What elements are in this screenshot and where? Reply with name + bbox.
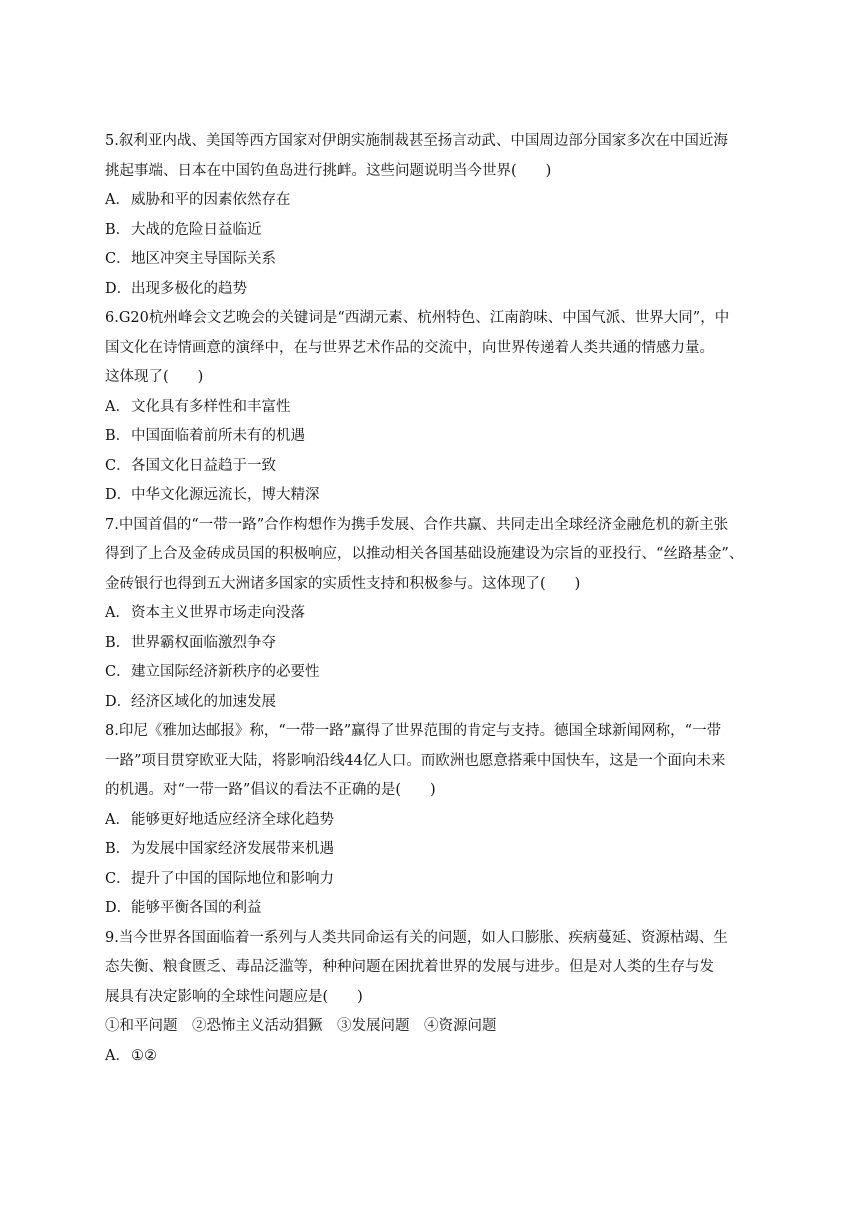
option-text: 经济区域化的加速发展	[131, 693, 276, 710]
option-letter: A．	[105, 398, 130, 415]
option-letter: B．	[105, 428, 131, 444]
question-stem-line: 这体现了( )	[105, 369, 204, 385]
option-text: 大战的危险日益临近	[131, 221, 262, 238]
option-c	[105, 865, 820, 895]
question-stem-line: 8.印尼《雅加达邮报》称，“一带一路”赢得了世界范围的肯定与支持。德国全球新闻网称，“一带	[105, 723, 722, 739]
option-text: 中华文化源远流长，博大精深	[131, 487, 320, 503]
question-stem-line: 7.中国首倡的“一带一路”合作构想作为携手发展、合作共赢、共同走出全球经济金融危机的新主张	[105, 516, 729, 533]
option-letter: A．	[105, 811, 130, 828]
option-d	[105, 275, 820, 305]
question-stem-line: 6.G20杭州峰会文艺晚会的关键词是“西湖元素、杭州特色、江南韵味、中国气派、世界大同”，中	[105, 310, 730, 326]
question-choices-line: ①和平问题 ②恐怖主义活动猖獗 ③发展问题 ④资源问题	[105, 1018, 497, 1034]
option-a	[105, 806, 820, 836]
option-letter: A．	[105, 192, 130, 208]
option-letter: C．	[105, 664, 131, 680]
option-letter: C．	[105, 870, 131, 887]
question-stem-line: 态失衡、粮食匮乏、毒品泛滥等，种种问题在困扰着世界的发展与进步。但是对人类的生存与发	[105, 959, 714, 975]
option-text: 文化具有多样性和丰富性	[131, 398, 291, 415]
option-text: 各国文化日益趋于一致	[131, 457, 276, 474]
option-letter: B．	[105, 634, 131, 651]
option-letter: D．	[105, 900, 132, 916]
option-letter: B．	[105, 841, 131, 857]
question-stem-line: 展具有决定影响的全球性问题应是( )	[105, 988, 363, 1005]
question-6	[105, 304, 820, 511]
option-d	[105, 481, 820, 511]
question-stem-line: 金砖银行也得到五大洲诸多国家的实质性支持和积极参与。这体现了( )	[105, 575, 581, 592]
option-text: 资本主义世界市场走向没落	[131, 605, 305, 621]
question-7	[105, 511, 820, 718]
option-letter: D．	[105, 693, 132, 710]
question-stem-line: 国文化在诗情画意的演绎中，在与世界艺术作品的交流中，向世界传递着人类共通的情感力量。	[105, 339, 714, 356]
option-letter: B．	[105, 221, 131, 238]
option-text: 能够平衡各国的利益	[131, 900, 262, 916]
question-stem-line: 的机遇。对“一带一路”倡议的看法不正确的是( )	[105, 782, 436, 798]
question-stem-line: 一路”项目贯穿欧亚大陆，将影响沿线44亿人口。而欧洲也愿意搭乘中国快车，这是一个面向未来	[105, 752, 726, 769]
question-5	[105, 127, 820, 304]
option-c	[105, 658, 820, 688]
question-8	[105, 717, 820, 924]
option-letter: D．	[105, 487, 132, 503]
option-text: 威胁和平的因素依然存在	[131, 192, 291, 208]
option-a	[105, 599, 820, 629]
question-stem-line: 挑起事端、日本在中国钓鱼岛进行挑衅。这些问题说明当今世界( )	[105, 162, 552, 179]
option-text: 能够更好地适应经济全球化趋势	[131, 811, 334, 828]
option-text: ①②	[131, 1047, 157, 1064]
option-text: 出现多极化的趋势	[131, 280, 247, 297]
option-text: 建立国际经济新秩序的必要性	[131, 664, 320, 680]
option-text: 世界霸权面临激烈争夺	[131, 634, 276, 651]
question-stem-line: 得到了上合及金砖成员国的积极响应，以推动相关各国基础设施建设为宗旨的亚投行、“丝路基金”、	[105, 546, 744, 562]
option-a	[105, 1042, 820, 1072]
option-b	[105, 422, 820, 452]
option-text: 提升了中国的国际地位和影响力	[131, 870, 334, 887]
option-letter: C．	[105, 251, 131, 267]
option-b	[105, 835, 820, 865]
question-9	[105, 924, 820, 1072]
option-letter: A．	[105, 605, 130, 621]
option-letter: D．	[105, 280, 132, 297]
option-text: 地区冲突主导国际关系	[131, 251, 276, 267]
option-b	[105, 629, 820, 659]
option-letter: C．	[105, 457, 131, 474]
option-d	[105, 894, 820, 924]
question-stem-line: 9.当今世界各国面临着一系列与人类共同命运有关的问题，如人口膨胀、疾病蔓延、资源枯竭、生	[105, 929, 728, 946]
option-letter: A．	[105, 1047, 130, 1064]
option-d	[105, 688, 820, 718]
option-c	[105, 452, 820, 482]
option-a	[105, 186, 820, 216]
option-a	[105, 393, 820, 423]
option-text: 中国面临着前所未有的机遇	[131, 428, 305, 444]
option-c	[105, 245, 820, 275]
question-stem-line: 5.叙利亚内战、美国等西方国家对伊朗实施制裁甚至扬言动武、中国周边部分国家多次在中国近海	[105, 133, 728, 149]
option-b	[105, 216, 820, 246]
option-text: 为发展中国家经济发展带来机遇	[131, 841, 334, 857]
